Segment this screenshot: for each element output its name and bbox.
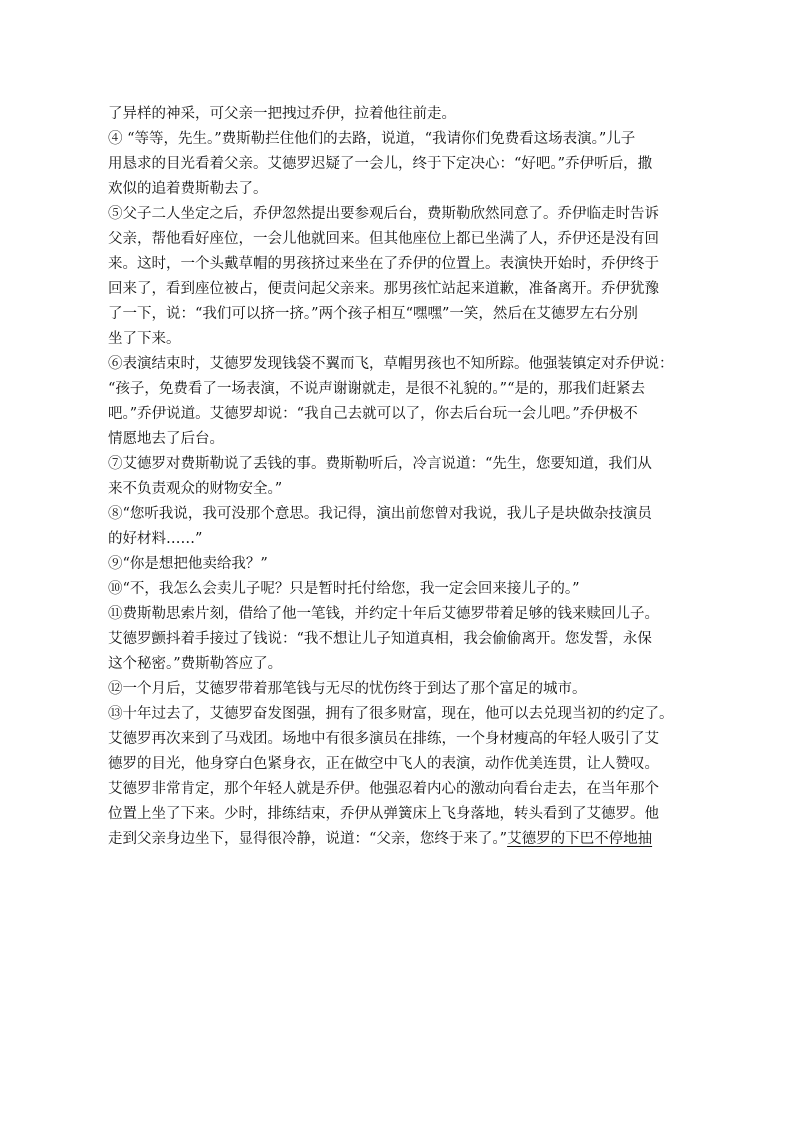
text-line-last bbox=[108, 827, 680, 852]
text-line: 了一下，说：“我们可以挤一挤。”两个孩子相互“嘿嘿”一笑，然后在艾德罗左右分别 bbox=[108, 306, 638, 322]
text-line-start: 走到父亲身边坐下，显得很冷静，说道：“父亲，您终于来了。” bbox=[108, 831, 508, 847]
text-line: ⑨“你是想把他卖给我？” bbox=[108, 556, 268, 572]
text-line: 艾德罗颤抖着手接过了钱说：“我不想让儿子知道真相，我会偷偷离开。您发誓，永保 bbox=[108, 631, 652, 647]
text-line: 情愿地去了后台。 bbox=[108, 431, 224, 447]
text-line: 位置上坐了下来。少时，排练结束，乔伊从弹簧床上飞身落地，转头看到了艾德罗。他 bbox=[108, 806, 659, 822]
text-line: “孩子，免费看了一场表演，不说声谢谢就走，是很不礼貌的。”“是的，那我们赶紧去 bbox=[108, 381, 645, 397]
text-line: ⑤父子二人坐定之后，乔伊忽然提出要参观后台，费斯勒欣然同意了。乔伊临走时告诉 bbox=[108, 206, 659, 222]
text-line: 这个秘密。”费斯勒答应了。 bbox=[108, 656, 283, 672]
text-line: 父亲，帮他看好座位，一会儿他就回来。但其他座位上都已坐满了人，乔伊还是没有回 bbox=[108, 231, 659, 247]
text-line: 的好材料……” bbox=[108, 531, 203, 547]
text-line: 坐了下来。 bbox=[108, 331, 181, 347]
text-line: 回来了，看到座位被占，便责问起父亲来。那男孩忙站起来道歉，准备离开。乔伊犹豫 bbox=[108, 281, 659, 297]
text-line: 了异样的神采，可父亲一把拽过乔伊，拉着他往前走。 bbox=[108, 106, 456, 122]
text-line: 艾德罗非常肯定，那个年轻人就是乔伊。他强忍着内心的激动向看台走去，在当年那个 bbox=[108, 781, 659, 797]
text-line: ⑥表演结束时，艾德罗发现钱袋不翼而飞，草帽男孩也不知所踪。他强装镇定对乔伊说： bbox=[108, 356, 674, 372]
text-line: 艾德罗再次来到了马戏团。场地中有很多演员在排练，一个身材瘦高的年轻人吸引了艾 bbox=[108, 731, 659, 747]
text-line: ⑦艾德罗对费斯勒说了丢钱的事。费斯勒听后，冷言说道：“先生，您要知道，我们从 bbox=[108, 456, 652, 472]
text-line: 德罗的目光，他身穿白色紧身衣，正在做空中飞人的表演，动作优美连贯，让人赞叹。 bbox=[108, 756, 659, 772]
text-line: ⑧“您听我说，我可没那个意思。我记得，演出前您曾对我说，我儿子是块做杂技演员 bbox=[108, 506, 652, 522]
text-line: 用恳求的目光看着父亲。艾德罗迟疑了一会儿，终于下定决心：“好吧。”乔伊听后，撒 bbox=[108, 156, 653, 172]
text-line: 吧。”乔伊说道。艾德罗却说：“我自己去就可以了，你去后台玩一会儿吧。”乔伊极不 bbox=[108, 406, 638, 422]
text-line: ⑪费斯勒思索片刻，借给了他一笔钱，并约定十年后艾德罗带着足够的钱来赎回儿子。 bbox=[108, 606, 659, 622]
text-line: ⑩“不，我怎么会卖儿子呢？只是暂时托付给您，我一定会回来接儿子的。” bbox=[108, 581, 580, 597]
text-line: ⑫一个月后，艾德罗带着那笔钱与无尽的忧伤终于到达了那个富足的城市。 bbox=[108, 681, 587, 697]
text-line: 来。这时，一个头戴草帽的男孩挤过来坐在了乔伊的位置上。表演快开始时，乔伊终于 bbox=[108, 256, 659, 272]
text-line: 来不负责观众的财物安全。” bbox=[108, 481, 283, 497]
story-text bbox=[108, 102, 680, 852]
text-line: 欢似的追着费斯勒去了。 bbox=[108, 181, 268, 197]
text-line: ④ “等等，先生。”费斯勒拦住他们的去路，说道，“我请你们免费看这场表演。”儿子 bbox=[108, 131, 636, 147]
text-line: ⑬十年过去了，艾德罗奋发图强，拥有了很多财富，现在，他可以去兑现当初的约定了。 bbox=[108, 706, 674, 722]
underlined-phrase: 艾德罗的下巴不停地抽 bbox=[507, 831, 653, 847]
